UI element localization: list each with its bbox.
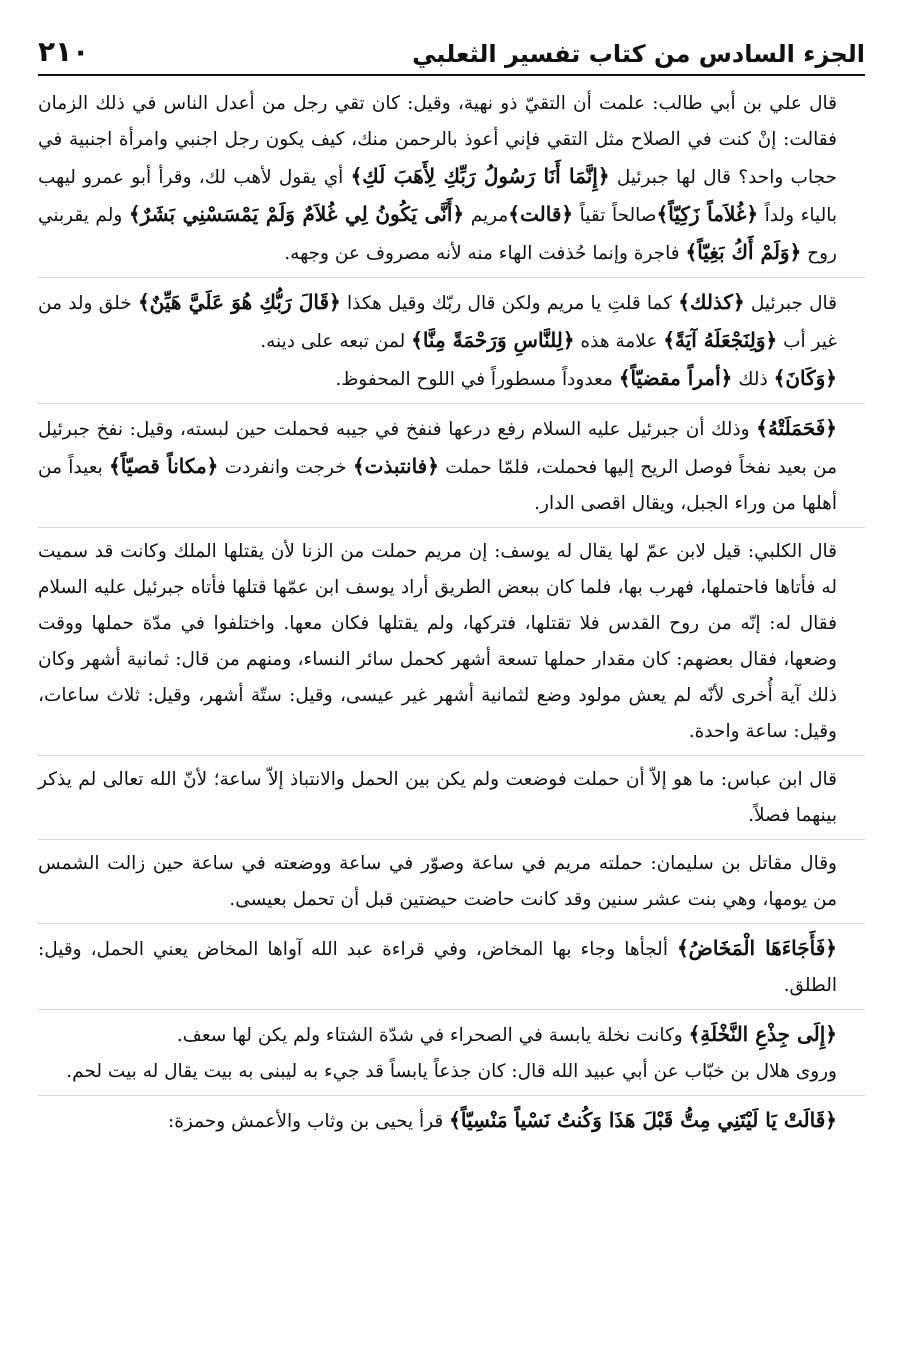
quran-verse: ﴿فَحَمَلَتْهُ﴾ bbox=[756, 416, 837, 440]
paragraph bbox=[38, 403, 865, 524]
commentary-text: لمن تبعه على دينه. bbox=[260, 331, 412, 352]
quran-verse: ﴿مكاناً قصيّاً﴾ bbox=[109, 454, 219, 478]
commentary-text: ألجأها وجاء بها المخاض، وفي قراءة عبد الله آواها المخاض يعني الحمل، وقيل: الطلق. bbox=[38, 939, 837, 996]
commentary-text: أي يقول لأهب لك، وقرأ أبو عمرو ليهب بالياء ولداً bbox=[38, 167, 837, 226]
quran-verse: ﴿غُلاَماً زَكِيّاً﴾ bbox=[656, 202, 759, 226]
paragraph bbox=[38, 839, 865, 920]
quran-verse: ﴿أمراً مقضيّاً﴾ bbox=[618, 366, 733, 390]
quran-verse: ﴿قَالَ رَبُّكِ هُوَ عَلَيَّ هَيِّنٌ﴾ bbox=[137, 290, 341, 314]
commentary-text: وروى هلال بن خبّاب عن أبي عبيد الله قال: كان جذعاً يابساً قد جيء به ليبنى به بيت يقال له بيت لحم. bbox=[66, 1061, 837, 1082]
quran-verse: ﴿قَالَتْ يَا لَيْتَنِي مِتُّ قَبْلَ هَذَا وَكُنتُ نَسْياً مَنْسِيّاً﴾ bbox=[449, 1108, 837, 1132]
paragraph bbox=[38, 755, 865, 836]
quran-verse: ﴿فانتبذت﴾ bbox=[352, 454, 439, 478]
quran-verse: ﴿كذلك﴾ bbox=[678, 290, 745, 314]
paragraph bbox=[38, 86, 865, 274]
commentary-text: وقال مقاتل بن سليمان: حملته مريم في ساعة وصوّر في ساعة ووضعته في ساعة حين زالت الشمس من يومها، وهي بنت عشر سنين وقد كانت حاضت حيضتين قبل أن تحمل بعيسى. bbox=[38, 853, 837, 910]
commentary-text: وذلك أن جبرئيل عليه السلام رفع درعها فنفخ في جيبه فحملت حين لبسته، وقيل: نفخ جبرئيل من بعيد نفخاً فوصل الريح إليها فحملت، فلمّا حملت bbox=[38, 419, 837, 478]
commentary-text: قال علي بن أبي طالب: علمت أن التقيّ ذو نهية، وقيل: كان تقي رجل من أعدل الناس في ذلك الزمان فقالت: إنْ كنت في الصلاح مثل التقي فإني أعوذ بالرحمن منك، كيف يكون رجل اجنبي وامرأة اجنبية في حجاب واحد؟ قال لها جبرئيل bbox=[38, 93, 837, 188]
quran-verse: ﴿وَلَمْ أَكُ بَغِيّاً﴾ bbox=[685, 240, 802, 264]
commentary-text: خلق ولد من غير أب bbox=[38, 293, 837, 352]
commentary-text: بعيداً من أهلها من وراء الجبل، ويقال اقصى الدار. bbox=[38, 457, 837, 514]
commentary-text: معدوداً مسطوراً في اللوح المحفوظ. bbox=[335, 369, 619, 390]
quran-verse: ﴿قالت﴾ bbox=[508, 202, 574, 226]
commentary-text: قال الكلبي: قيل لابن عمّ لها يقال له يوسف: إن مريم حملت من الزنا لأن يقتلها الملك وكانت قد سميت له فأتاها فاحتملها، فهرب بها، فلما كان ببعض الطريق أراد يوسف ابن عمّها قتلها فأتاه جبرئيل عليه السلام فقال له: إنّه من روح القدس فلا تقتلها، فتركها، ولم يقتلها فكان معها. واختلفوا في مدّة حملها ووقت وضعها، فقال بعضهم: كان مقدار حملها تسعة أشهر كحمل سائر النساء، ومنهم من قال: ثمانية أشهر وكان ذلك آية أُخرى لأنّه لم يعش مولود وضع لثمانية أشهر غير عيسى، وقيل: ستّة أشهر، وقيل: ثلاث ساعات، وقيل: ساعة واحدة. bbox=[38, 541, 837, 742]
commentary-text: صالحاً تقياً bbox=[573, 205, 657, 226]
quran-verse: ﴿لِلنَّاسِ وَرَحْمَةً مِنَّا﴾ bbox=[411, 328, 575, 352]
commentary-text: وكانت نخلة يابسة في الصحراء في شدّة الشتاء ولم يكن لها سعف. bbox=[176, 1025, 689, 1046]
commentary-text: ذلك bbox=[732, 369, 774, 390]
page-body bbox=[38, 86, 865, 1142]
commentary-text: كما قلتِ يا مريم ولكن قال ربّك وقيل هكذا bbox=[340, 293, 679, 314]
paragraph bbox=[38, 1009, 865, 1092]
commentary-text: علامة هذه bbox=[574, 331, 664, 352]
commentary-text: قال جبرئيل bbox=[744, 293, 838, 314]
page-header bbox=[38, 18, 865, 76]
commentary-text: مريم bbox=[464, 205, 509, 226]
commentary-text: خرجت وانفردت bbox=[218, 457, 353, 478]
quran-verse: ﴿أَنَّى يَكُونُ لِي غُلاَمٌ وَلَمْ يَمْسَسْنِي بَشَرٌ﴾ bbox=[128, 202, 465, 226]
commentary-text: قال ابن عباس: ما هو إلاّ أن حملت فوضعت ولم يكن بين الحمل والانتباذ إلاّ ساعة؛ لأنّ الله تعالى لم يذكر بينهما فصلاً. bbox=[38, 769, 837, 826]
paragraph bbox=[38, 923, 865, 1006]
running-title: الجزء السادس من كتاب تفسير الثعلبي bbox=[412, 40, 865, 68]
commentary-text: فاجرة وإنما حُذفت الهاء منه لأنه مصروف عن وجهه. bbox=[284, 243, 686, 264]
paragraph bbox=[38, 277, 865, 400]
paragraph bbox=[38, 527, 865, 752]
quran-verse: ﴿وَلِنَجْعَلَهُ آيَةً﴾ bbox=[663, 328, 778, 352]
paragraph bbox=[38, 1095, 865, 1142]
page-number: ٢١٠ bbox=[38, 35, 90, 68]
quran-verse: ﴿وَكَانَ﴾ bbox=[773, 366, 837, 390]
commentary-text: ولم يقربني روح bbox=[38, 205, 837, 264]
quran-verse: ﴿إِلَى جِذْعِ النَّخْلَةِ﴾ bbox=[688, 1022, 837, 1046]
quran-verse: ﴿فَأَجَاءَهَا الْمَخَاضُ﴾ bbox=[676, 936, 837, 960]
quran-verse: ﴿إِنَّمَا أَنَا رَسُولُ رَبِّكِ لِأَهَبَ لَكِ﴾ bbox=[350, 164, 610, 188]
commentary-text: قرأ يحيى بن وثاب والأعمش وحمزة: bbox=[168, 1111, 450, 1132]
